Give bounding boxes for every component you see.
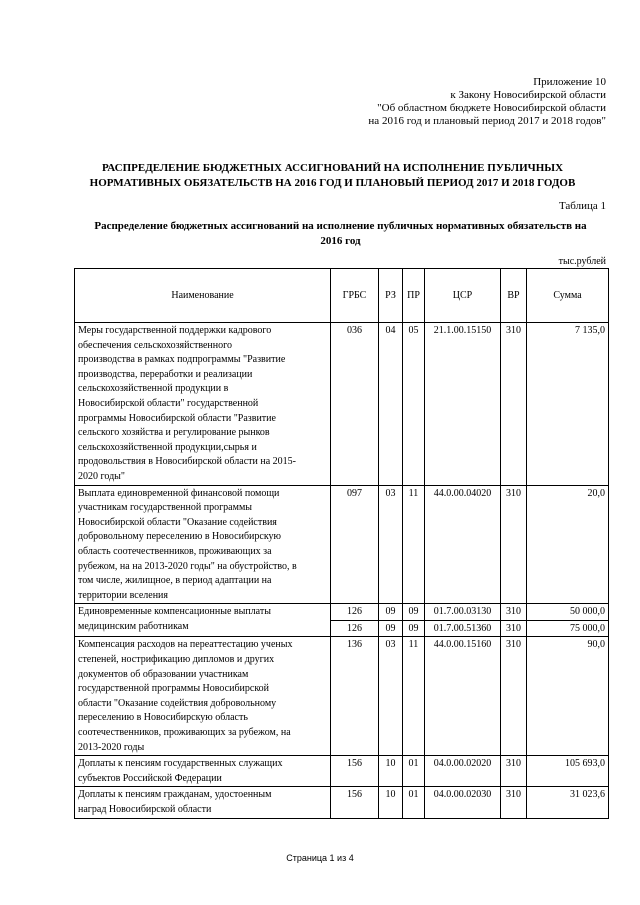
table-title [78, 219, 603, 249]
row-name [75, 756, 331, 787]
table-row [75, 604, 609, 621]
cell-vr: 310 [501, 485, 527, 604]
cell-csr: 04.0.00.02020 [425, 756, 501, 787]
table-row [75, 787, 609, 818]
cell-grbs: 136 [331, 637, 379, 756]
cell-pr: 09 [403, 620, 425, 637]
cell-rz: 03 [379, 637, 403, 756]
name-line: сельскохозяйственной продукции в [78, 383, 229, 395]
name-line: соотечественников, проживающих за рубежом, на [78, 727, 291, 739]
row-name [75, 637, 331, 756]
table-row [75, 756, 609, 787]
name-line: области "Оказание содействия добровольному [78, 697, 277, 709]
cell-csr: 21.1.00.15150 [425, 323, 501, 486]
name-line: документов об образовании участникам [78, 668, 249, 680]
page-number: Страница 1 из 4 [286, 853, 354, 863]
row-name [75, 787, 331, 818]
name-line: медицинским работникам [78, 620, 189, 632]
table-row [75, 485, 609, 604]
cell-vr: 310 [501, 756, 527, 787]
cell-csr: 01.7.00.03130 [425, 604, 501, 621]
cell-sum: 50 000,0 [527, 604, 609, 621]
name-line: Доплаты к пенсиям гражданам, удостоенным [78, 789, 272, 801]
column-header-grbs: ГРБС [331, 269, 379, 323]
name-line: производства в рамках подпрограммы "Развитие [78, 354, 286, 366]
cell-pr: 01 [403, 756, 425, 787]
name-line: обеспечения сельскохозяйственного [78, 339, 232, 351]
row-name [75, 604, 331, 637]
name-line: Единовременные компенсационные выплаты [78, 606, 271, 618]
name-line: область соотечественников, проживающих за [78, 545, 272, 557]
cell-vr: 310 [501, 787, 527, 818]
cell-vr: 310 [501, 637, 527, 756]
table-row [75, 637, 609, 756]
cell-sum: 105 693,0 [527, 756, 609, 787]
cell-pr: 09 [403, 604, 425, 621]
cell-sum: 90,0 [527, 637, 609, 756]
name-line: степеней, нострификацию дипломов и других [78, 654, 275, 666]
name-line: субъектов Российской Федерации [78, 772, 222, 784]
name-line: программы Новосибирской области "Развитие [78, 412, 276, 424]
cell-grbs: 156 [331, 787, 379, 818]
appendix-line: Приложение 10 [533, 76, 606, 88]
appendix-line: "Об областном бюджете Новосибирской области [377, 102, 606, 114]
column-header-csr: ЦСР [425, 269, 501, 323]
cell-sum: 31 023,6 [527, 787, 609, 818]
appendix-line: на 2016 год и плановый период 2017 и 2018 годов" [368, 115, 606, 127]
cell-rz: 09 [379, 604, 403, 621]
budget-table [74, 268, 609, 819]
cell-vr: 310 [501, 323, 527, 486]
cell-vr: 310 [501, 604, 527, 621]
cell-pr: 11 [403, 637, 425, 756]
cell-grbs: 126 [331, 604, 379, 621]
name-line: Компенсация расходов на переаттестацию ученых [78, 639, 293, 651]
cell-sum: 20,0 [527, 485, 609, 604]
name-line: переселению в Новосибирскую область [78, 712, 248, 724]
row-name [75, 485, 331, 604]
document-title [60, 161, 605, 191]
cell-sum: 7 135,0 [527, 323, 609, 486]
name-line: производства, переработки и реализации [78, 368, 253, 380]
cell-csr: 01.7.00.51360 [425, 620, 501, 637]
name-line: том числе, жилищное, в период адаптации на [78, 575, 272, 587]
column-header-pr: ПР [403, 269, 425, 323]
cell-csr: 44.0.00.04020 [425, 485, 501, 604]
cell-csr: 04.0.00.02030 [425, 787, 501, 818]
name-line: Доплаты к пенсиям государственных служащих [78, 758, 283, 770]
table-row [75, 323, 609, 486]
column-header-name: Наименование [75, 269, 331, 323]
name-line: наград Новосибирской области [78, 804, 212, 815]
name-line: сельского хозяйства и регулирование рынков [78, 427, 270, 439]
column-header-rz: РЗ [379, 269, 403, 323]
cell-rz: 03 [379, 485, 403, 604]
name-line: Выплата единовременной финансовой помощи [78, 487, 280, 499]
table-header-row [75, 269, 609, 323]
column-header-sum: Сумма [527, 269, 609, 323]
cell-pr: 11 [403, 485, 425, 604]
name-line: продовольствия в Новосибирской области на 2015- [78, 456, 296, 468]
cell-vr: 310 [501, 620, 527, 637]
name-line: добровольному переселению в Новосибирскую [78, 531, 282, 543]
name-line: рубежом, на на 2013-2020 годы" на обустройство, в [78, 560, 297, 572]
name-line: территории вселения [78, 589, 168, 601]
appendix-line: к Закону Новосибирской области [450, 89, 606, 101]
name-line: Новосибирской области "Оказание содействия [78, 516, 277, 528]
appendix-reference [368, 76, 606, 128]
name-line: Новосибирской области" государственной [78, 397, 259, 409]
name-line: сельскохозяйственной продукции,сырья и [78, 441, 257, 453]
cell-grbs: 097 [331, 485, 379, 604]
cell-pr: 05 [403, 323, 425, 486]
units-label: тыс.рублей [558, 256, 606, 267]
cell-rz: 04 [379, 323, 403, 486]
name-line: участникам государственной программы [78, 502, 252, 514]
cell-grbs: 156 [331, 756, 379, 787]
cell-rz: 10 [379, 756, 403, 787]
column-header-vr: ВР [501, 269, 527, 323]
cell-csr: 44.0.00.15160 [425, 637, 501, 756]
name-line: государственной программы Новосибирской [78, 683, 270, 695]
name-line: Меры государственной поддержки кадрового [78, 325, 272, 336]
title-line: РАСПРЕДЕЛЕНИЕ БЮДЖЕТНЫХ АССИГНОВАНИЙ НА ИСПОЛНЕНИЕ ПУБЛИЧНЫХ [101, 162, 564, 174]
cell-rz: 09 [379, 620, 403, 637]
subtitle-line: 2016 год [320, 235, 361, 247]
name-line: 2020 годы" [78, 470, 125, 482]
name-line: 2013-2020 годы [78, 741, 145, 753]
cell-grbs: 036 [331, 323, 379, 486]
subtitle-line: Распределение бюджетных ассигнований на исполнение публичных нормативных обязательств на [94, 220, 587, 232]
cell-rz: 10 [379, 787, 403, 818]
cell-grbs: 126 [331, 620, 379, 637]
table-number: Таблица 1 [558, 200, 606, 212]
cell-pr: 01 [403, 787, 425, 818]
cell-sum: 75 000,0 [527, 620, 609, 637]
row-name [75, 323, 331, 486]
title-line: НОРМАТИВНЫХ ОБЯЗАТЕЛЬСТВ НА 2016 ГОД И ПЛАНОВЫЙ ПЕРИОД 2017 И 2018 ГОДОВ [89, 177, 576, 189]
